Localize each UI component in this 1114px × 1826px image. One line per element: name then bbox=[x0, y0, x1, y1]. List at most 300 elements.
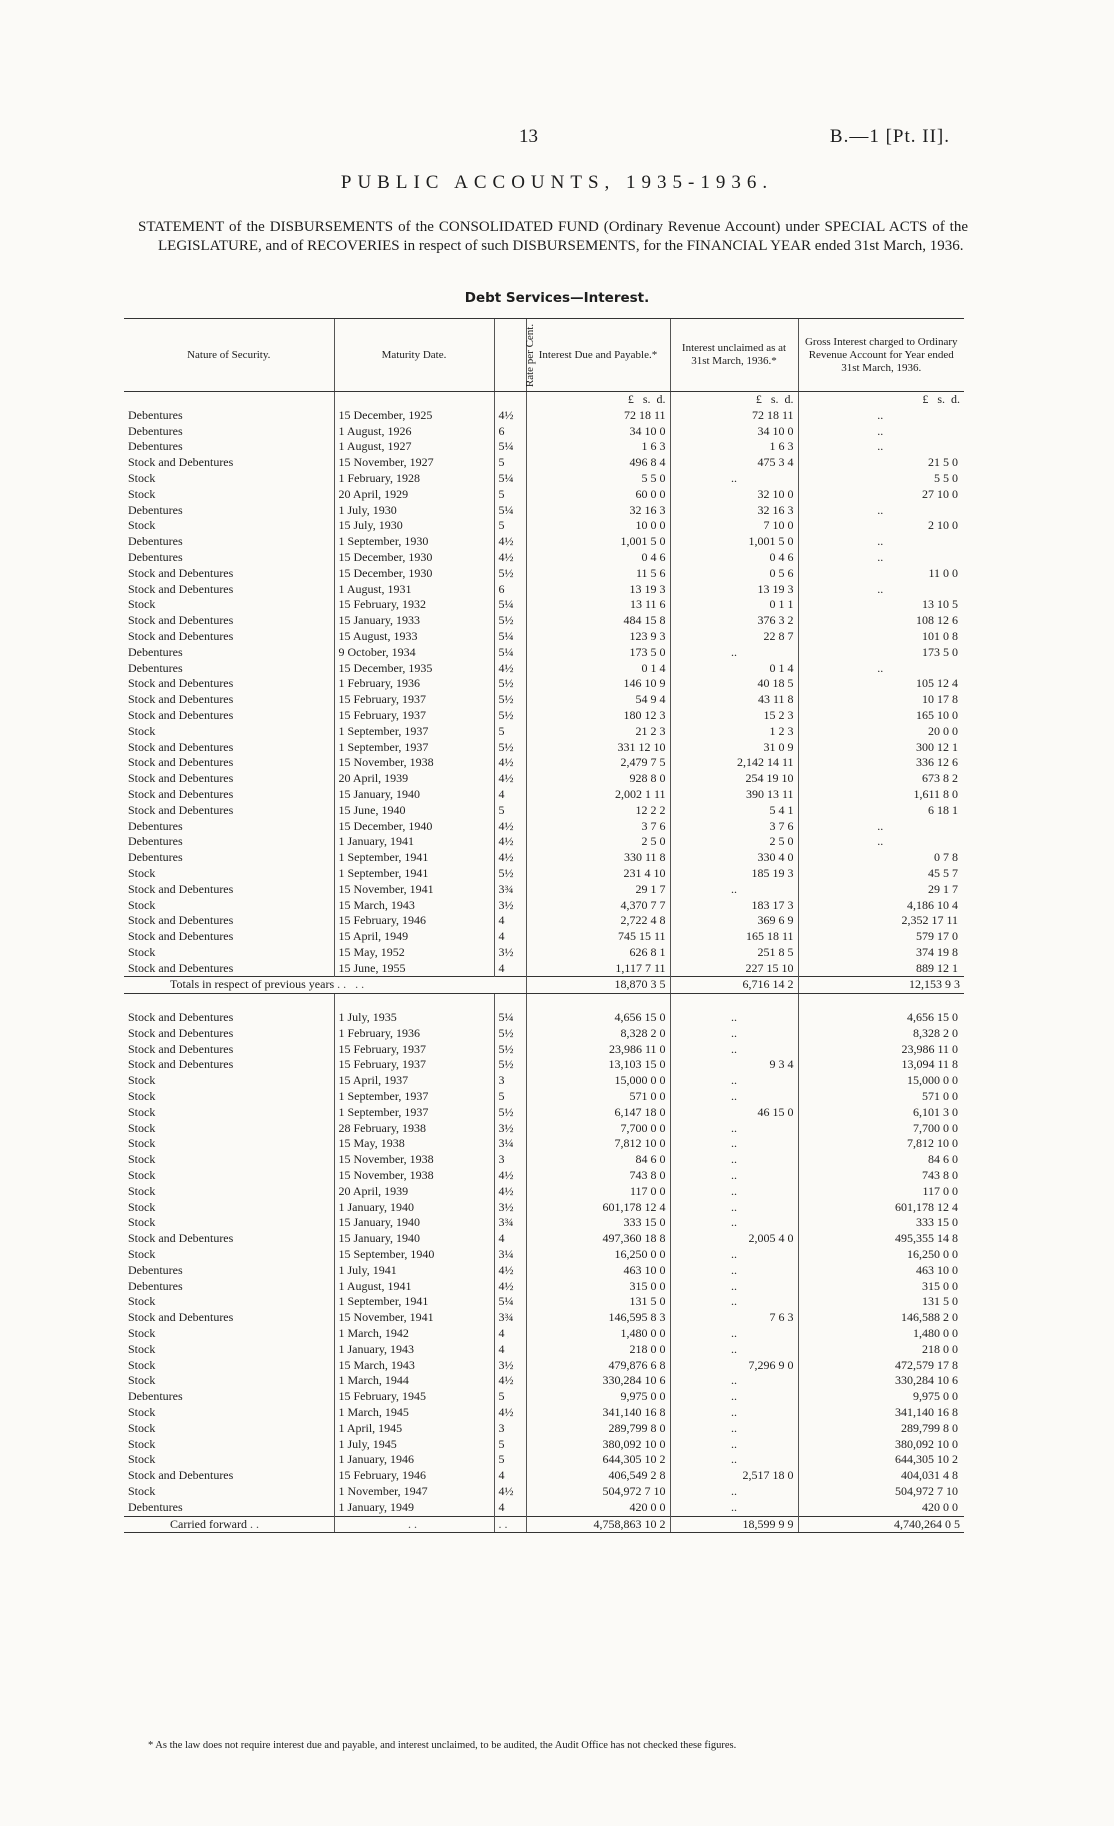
unclaimed-cell: .. bbox=[670, 1136, 798, 1152]
unclaimed-cell: 22 8 7 bbox=[670, 629, 798, 645]
security-cell: Stock and Debentures bbox=[128, 692, 234, 707]
due-cell: 8,328 2 0 bbox=[526, 1026, 670, 1042]
rate-cell: 4½ bbox=[494, 771, 526, 787]
gross-cell: 579 17 0 bbox=[798, 929, 964, 945]
due-cell: 504,972 7 10 bbox=[526, 1484, 670, 1500]
security-cell: Stock and Debentures bbox=[128, 565, 234, 580]
totals-previous-block bbox=[124, 977, 964, 1010]
due-cell: 231 4 10 bbox=[526, 866, 670, 882]
table-row bbox=[124, 1042, 964, 1058]
due-cell: 1 6 3 bbox=[526, 439, 670, 455]
carried-forward-row: Carried forward .. .. .. 4,758,863 10 2 18,599 9 9 4,740,264 0 5 bbox=[124, 1516, 964, 1533]
table-row bbox=[124, 1231, 964, 1247]
unclaimed-cell: 72 18 11 bbox=[670, 408, 798, 424]
rate-cell: 3¾ bbox=[494, 1310, 526, 1326]
maturity-cell: 15 February, 1937 bbox=[334, 1057, 494, 1073]
gross-cell: 105 12 4 bbox=[798, 676, 964, 692]
maturity-cell: 15 April, 1949 bbox=[334, 929, 494, 945]
gross-cell: 8,328 2 0 bbox=[798, 1026, 964, 1042]
security-cell: Stock and Debentures bbox=[128, 1025, 234, 1040]
table-row bbox=[124, 1373, 964, 1389]
security-cell: Stock and Debentures bbox=[128, 881, 234, 896]
maturity-cell: 1 July, 1935 bbox=[334, 1010, 494, 1026]
rate-cell: 3½ bbox=[494, 898, 526, 914]
rate-cell: 5¼ bbox=[494, 629, 526, 645]
maturity-cell: 15 February, 1946 bbox=[334, 1468, 494, 1484]
unclaimed-cell: .. bbox=[670, 1389, 798, 1405]
gross-cell: 1,611 8 0 bbox=[798, 787, 964, 803]
col-header-maturity: Maturity Date. bbox=[334, 319, 494, 392]
due-cell: 644,305 10 2 bbox=[526, 1452, 670, 1468]
unclaimed-cell: 34 10 0 bbox=[670, 424, 798, 440]
maturity-cell: 15 August, 1933 bbox=[334, 629, 494, 645]
gross-cell: 6 18 1 bbox=[798, 803, 964, 819]
gross-cell: 300 12 1 bbox=[798, 740, 964, 756]
gross-cell: .. bbox=[798, 661, 964, 677]
security-cell: Stock and Debentures bbox=[128, 1057, 234, 1072]
gross-cell: 889 12 1 bbox=[798, 961, 964, 977]
unclaimed-cell: 9 3 4 bbox=[670, 1057, 798, 1073]
gross-cell: 10 17 8 bbox=[798, 692, 964, 708]
rate-cell: 4 bbox=[494, 787, 526, 803]
spacer-row bbox=[124, 994, 964, 1010]
gross-cell: 472,579 17 8 bbox=[798, 1358, 964, 1374]
maturity-cell: 15 January, 1933 bbox=[334, 613, 494, 629]
security-cell: Debentures bbox=[128, 660, 183, 675]
due-cell: 16,250 0 0 bbox=[526, 1247, 670, 1263]
security-cell: Stock and Debentures bbox=[128, 707, 234, 722]
page-number: 13 bbox=[519, 126, 538, 147]
security-cell: Stock bbox=[128, 1168, 156, 1183]
due-cell: 5 5 0 bbox=[526, 471, 670, 487]
rate-cell: 5½ bbox=[494, 1105, 526, 1121]
unclaimed-cell: .. bbox=[670, 1373, 798, 1389]
unclaimed-cell: 369 6 9 bbox=[670, 913, 798, 929]
carried-forward-label: Carried forward .. bbox=[124, 1516, 334, 1533]
unclaimed-cell: .. bbox=[670, 1263, 798, 1279]
maturity-cell: 1 August, 1927 bbox=[334, 439, 494, 455]
gross-cell: 495,355 14 8 bbox=[798, 1231, 964, 1247]
unclaimed-cell: 183 17 3 bbox=[670, 898, 798, 914]
section-subtitle: Debt Services—Interest. bbox=[464, 290, 650, 306]
due-cell: 146 10 9 bbox=[526, 676, 670, 692]
gross-cell: 743 8 0 bbox=[798, 1168, 964, 1184]
unclaimed-cell: 7,296 9 0 bbox=[670, 1358, 798, 1374]
gross-cell: 333 15 0 bbox=[798, 1215, 964, 1231]
unclaimed-cell: 3 7 6 bbox=[670, 819, 798, 835]
col-header-rate-label: Rate per Cent. bbox=[523, 323, 536, 387]
maturity-cell: 15 November, 1941 bbox=[334, 882, 494, 898]
due-cell: 571 0 0 bbox=[526, 1089, 670, 1105]
rate-cell: 5 bbox=[494, 803, 526, 819]
col-header-due: Interest Due and Payable.* bbox=[526, 319, 670, 392]
maturity-cell: 15 February, 1937 bbox=[334, 1042, 494, 1058]
unclaimed-cell: .. bbox=[670, 1326, 798, 1342]
table-row bbox=[124, 1247, 964, 1263]
security-cell: Stock bbox=[128, 723, 156, 738]
maturity-cell: 1 January, 1946 bbox=[334, 1452, 494, 1468]
unclaimed-cell: 32 10 0 bbox=[670, 487, 798, 503]
table-row bbox=[124, 1326, 964, 1342]
gross-cell: 504,972 7 10 bbox=[798, 1484, 964, 1500]
due-cell: 289,799 8 0 bbox=[526, 1421, 670, 1437]
table-row bbox=[124, 771, 964, 787]
due-cell: 11 5 6 bbox=[526, 566, 670, 582]
security-cell: Stock and Debentures bbox=[128, 1231, 234, 1246]
gross-cell: .. bbox=[798, 550, 964, 566]
due-cell: 12 2 2 bbox=[526, 803, 670, 819]
rate-cell: 4½ bbox=[494, 534, 526, 550]
rate-cell: 3 bbox=[494, 1421, 526, 1437]
gross-cell: .. bbox=[798, 503, 964, 519]
carried-forward-block bbox=[124, 1516, 964, 1533]
unclaimed-cell: .. bbox=[670, 1026, 798, 1042]
table-row bbox=[124, 1010, 964, 1026]
statement-heading: STATEMENT of the DISBURSEMENTS of the CONSOLIDATED FUND (Ordinary Revenue Account) under SPECIAL ACTS of the LEGISLATURE, and of RECOVERIES in respect of such DISBURSEMENTS, for the FINANCIAL YEAR ended 31st March, 1936. bbox=[138, 219, 968, 254]
rate-cell: 4 bbox=[494, 1231, 526, 1247]
currency-unclaimed: £ s. d. bbox=[670, 392, 798, 408]
unclaimed-cell: 31 0 9 bbox=[670, 740, 798, 756]
unclaimed-cell: .. bbox=[670, 645, 798, 661]
gross-cell: 380,092 10 0 bbox=[798, 1437, 964, 1453]
gross-cell: .. bbox=[798, 582, 964, 598]
due-cell: 10 0 0 bbox=[526, 518, 670, 534]
col-header-nature: Nature of Security. bbox=[124, 319, 334, 392]
table-row bbox=[124, 1294, 964, 1310]
table-row bbox=[124, 1421, 964, 1437]
rate-cell: 3½ bbox=[494, 1200, 526, 1216]
gross-cell: 13,094 11 8 bbox=[798, 1057, 964, 1073]
gross-cell: 2 10 0 bbox=[798, 518, 964, 534]
security-cell: Debentures bbox=[128, 502, 183, 517]
unclaimed-cell: 1 6 3 bbox=[670, 439, 798, 455]
gross-cell: 1,480 0 0 bbox=[798, 1326, 964, 1342]
table-row bbox=[124, 1136, 964, 1152]
due-cell: 0 4 6 bbox=[526, 550, 670, 566]
maturity-cell: 1 March, 1942 bbox=[334, 1326, 494, 1342]
gross-cell: .. bbox=[798, 424, 964, 440]
maturity-cell: 15 February, 1937 bbox=[334, 692, 494, 708]
currency-due: £ s. d. bbox=[526, 392, 670, 408]
security-cell: Debentures bbox=[128, 1389, 183, 1404]
unclaimed-cell: 2,517 18 0 bbox=[670, 1468, 798, 1484]
maturity-cell: 1 September, 1930 bbox=[334, 534, 494, 550]
table-row bbox=[124, 1500, 964, 1516]
rate-cell: 5¼ bbox=[494, 1294, 526, 1310]
maturity-cell: 1 September, 1941 bbox=[334, 866, 494, 882]
table-row bbox=[124, 1279, 964, 1295]
maturity-cell: 15 November, 1938 bbox=[334, 1152, 494, 1168]
due-cell: 743 8 0 bbox=[526, 1168, 670, 1184]
due-cell: 496 8 4 bbox=[526, 455, 670, 471]
unclaimed-cell: 32 16 3 bbox=[670, 503, 798, 519]
due-cell: 1,117 7 11 bbox=[526, 961, 670, 977]
maturity-cell: 15 February, 1946 bbox=[334, 913, 494, 929]
security-cell: Stock bbox=[128, 1326, 156, 1341]
due-cell: 2,002 1 11 bbox=[526, 787, 670, 803]
rate-cell: 5¼ bbox=[494, 597, 526, 613]
table-row bbox=[124, 1215, 964, 1231]
due-cell: 479,876 6 8 bbox=[526, 1358, 670, 1374]
table-row bbox=[124, 1437, 964, 1453]
due-cell: 1,480 0 0 bbox=[526, 1326, 670, 1342]
maturity-cell: 15 June, 1955 bbox=[334, 961, 494, 977]
due-cell: 4,370 7 7 bbox=[526, 898, 670, 914]
maturity-cell: 15 December, 1930 bbox=[334, 550, 494, 566]
maturity-cell: 1 April, 1945 bbox=[334, 1421, 494, 1437]
due-cell: 331 12 10 bbox=[526, 740, 670, 756]
security-cell: Stock bbox=[128, 1073, 156, 1088]
maturity-cell: 1 January, 1941 bbox=[334, 834, 494, 850]
due-cell: 380,092 10 0 bbox=[526, 1437, 670, 1453]
security-cell: Stock bbox=[128, 897, 156, 912]
security-cell: Stock bbox=[128, 1089, 156, 1104]
table-row bbox=[124, 1310, 964, 1326]
table-row bbox=[124, 503, 964, 519]
security-cell: Debentures bbox=[128, 1499, 183, 1514]
maturity-cell: 1 July, 1930 bbox=[334, 503, 494, 519]
table-row bbox=[124, 708, 964, 724]
gross-cell: .. bbox=[798, 834, 964, 850]
maturity-cell: 20 April, 1939 bbox=[334, 771, 494, 787]
security-cell: Debentures bbox=[128, 818, 183, 833]
col-header-unclaimed: Interest unclaimed as at 31st March, 1936.* bbox=[670, 319, 798, 392]
gross-cell: 5 5 0 bbox=[798, 471, 964, 487]
rate-cell: 5½ bbox=[494, 1057, 526, 1073]
rate-cell: 4½ bbox=[494, 850, 526, 866]
rate-cell: 6 bbox=[494, 582, 526, 598]
maturity-cell: 1 March, 1945 bbox=[334, 1405, 494, 1421]
due-cell: 3 7 6 bbox=[526, 819, 670, 835]
gross-cell: 117 0 0 bbox=[798, 1184, 964, 1200]
rate-cell: 5½ bbox=[494, 566, 526, 582]
unclaimed-cell: 0 1 4 bbox=[670, 661, 798, 677]
rate-cell: 5 bbox=[494, 1437, 526, 1453]
due-cell: 131 5 0 bbox=[526, 1294, 670, 1310]
rate-cell: 5½ bbox=[494, 1026, 526, 1042]
gross-cell: 6,101 3 0 bbox=[798, 1105, 964, 1121]
gross-cell: 4,656 15 0 bbox=[798, 1010, 964, 1026]
due-cell: 146,595 8 3 bbox=[526, 1310, 670, 1326]
table-row bbox=[124, 1405, 964, 1421]
gross-cell: 9,975 0 0 bbox=[798, 1389, 964, 1405]
security-cell: Stock bbox=[128, 1215, 156, 1230]
security-cell: Stock and Debentures bbox=[128, 581, 234, 596]
due-cell: 315 0 0 bbox=[526, 1279, 670, 1295]
table-row bbox=[124, 803, 964, 819]
table-row bbox=[124, 408, 964, 424]
security-cell: Stock bbox=[128, 1483, 156, 1498]
due-cell: 406,549 2 8 bbox=[526, 1468, 670, 1484]
totals-previous-row bbox=[124, 977, 964, 994]
rate-cell: 3¼ bbox=[494, 1247, 526, 1263]
security-cell: Stock bbox=[128, 1152, 156, 1167]
gross-cell: 108 12 6 bbox=[798, 613, 964, 629]
gross-cell: .. bbox=[798, 819, 964, 835]
security-cell: Stock bbox=[128, 1294, 156, 1309]
unclaimed-cell: .. bbox=[670, 1200, 798, 1216]
unclaimed-cell: .. bbox=[670, 882, 798, 898]
security-cell: Debentures bbox=[128, 850, 183, 865]
table-row bbox=[124, 629, 964, 645]
security-cell: Stock and Debentures bbox=[128, 1041, 234, 1056]
rate-cell: 5½ bbox=[494, 708, 526, 724]
gross-cell: 84 6 0 bbox=[798, 1152, 964, 1168]
gross-cell: .. bbox=[798, 408, 964, 424]
gross-cell: .. bbox=[798, 439, 964, 455]
maturity-cell: 28 February, 1938 bbox=[334, 1121, 494, 1137]
table-row bbox=[124, 1026, 964, 1042]
table-row bbox=[124, 850, 964, 866]
due-cell: 626 8 1 bbox=[526, 945, 670, 961]
gross-cell: 571 0 0 bbox=[798, 1089, 964, 1105]
due-cell: 13 11 6 bbox=[526, 597, 670, 613]
totals-previous-label: Totals in respect of previous years .. .. bbox=[124, 977, 526, 994]
maturity-cell: 1 September, 1937 bbox=[334, 1089, 494, 1105]
unclaimed-cell: .. bbox=[670, 1042, 798, 1058]
maturity-cell: 1 July, 1945 bbox=[334, 1437, 494, 1453]
table-row bbox=[124, 1358, 964, 1374]
maturity-cell: 15 September, 1940 bbox=[334, 1247, 494, 1263]
due-cell: 180 12 3 bbox=[526, 708, 670, 724]
security-cell: Stock and Debentures bbox=[128, 913, 234, 928]
due-cell: 13,103 15 0 bbox=[526, 1057, 670, 1073]
gross-cell: 330,284 10 6 bbox=[798, 1373, 964, 1389]
gross-cell: 4,186 10 4 bbox=[798, 898, 964, 914]
rate-cell: 4½ bbox=[494, 661, 526, 677]
unclaimed-cell: .. bbox=[670, 1279, 798, 1295]
security-cell: Stock bbox=[128, 597, 156, 612]
rate-cell: 5 bbox=[494, 1389, 526, 1405]
gross-cell: 131 5 0 bbox=[798, 1294, 964, 1310]
due-cell: 341,140 16 8 bbox=[526, 1405, 670, 1421]
maturity-cell: 15 January, 1940 bbox=[334, 787, 494, 803]
maturity-cell: 15 December, 1925 bbox=[334, 408, 494, 424]
unclaimed-cell: .. bbox=[670, 1342, 798, 1358]
due-cell: 7,700 0 0 bbox=[526, 1121, 670, 1137]
rate-cell: 3¾ bbox=[494, 882, 526, 898]
gross-cell: 341,140 16 8 bbox=[798, 1405, 964, 1421]
due-cell: 123 9 3 bbox=[526, 629, 670, 645]
table-row bbox=[124, 755, 964, 771]
security-cell: Debentures bbox=[128, 534, 183, 549]
gross-cell: 13 10 5 bbox=[798, 597, 964, 613]
maturity-cell: 15 March, 1943 bbox=[334, 898, 494, 914]
table-row bbox=[124, 1152, 964, 1168]
table-row bbox=[124, 518, 964, 534]
rate-cell: 5¼ bbox=[494, 471, 526, 487]
maturity-cell: 15 May, 1938 bbox=[334, 1136, 494, 1152]
unclaimed-cell: .. bbox=[670, 1168, 798, 1184]
maturity-cell: 1 March, 1944 bbox=[334, 1373, 494, 1389]
table-row bbox=[124, 534, 964, 550]
maturity-cell: 15 November, 1938 bbox=[334, 1168, 494, 1184]
col-header-gross: Gross Interest charged to Ordinary Revenue Account for Year ended 31st March, 1936. bbox=[798, 319, 964, 392]
unclaimed-cell: .. bbox=[670, 1421, 798, 1437]
unclaimed-cell: 390 13 11 bbox=[670, 787, 798, 803]
maturity-cell: 20 April, 1929 bbox=[334, 487, 494, 503]
maturity-cell: 1 July, 1941 bbox=[334, 1263, 494, 1279]
unclaimed-cell: 227 15 10 bbox=[670, 961, 798, 977]
table-row bbox=[124, 898, 964, 914]
maturity-cell: 15 February, 1945 bbox=[334, 1389, 494, 1405]
unclaimed-cell: .. bbox=[670, 1247, 798, 1263]
unclaimed-cell: .. bbox=[670, 1010, 798, 1026]
security-cell: Debentures bbox=[128, 834, 183, 849]
rate-cell: 3½ bbox=[494, 1358, 526, 1374]
table-row bbox=[124, 1089, 964, 1105]
security-cell: Stock bbox=[128, 1436, 156, 1451]
unclaimed-cell: 254 19 10 bbox=[670, 771, 798, 787]
interest-table bbox=[124, 318, 964, 1533]
security-cell: Stock and Debentures bbox=[128, 755, 234, 770]
gross-cell: 336 12 6 bbox=[798, 755, 964, 771]
table-row bbox=[124, 1200, 964, 1216]
gross-cell: 27 10 0 bbox=[798, 487, 964, 503]
due-cell: 15,000 0 0 bbox=[526, 1073, 670, 1089]
maturity-cell: 20 April, 1939 bbox=[334, 1184, 494, 1200]
gross-cell: 218 0 0 bbox=[798, 1342, 964, 1358]
table-row bbox=[124, 566, 964, 582]
rate-cell: 4½ bbox=[494, 1168, 526, 1184]
security-cell: Stock bbox=[128, 470, 156, 485]
gross-cell: 45 5 7 bbox=[798, 866, 964, 882]
due-cell: 484 15 8 bbox=[526, 613, 670, 629]
currency-row bbox=[124, 392, 964, 408]
maturity-cell: 1 September, 1937 bbox=[334, 724, 494, 740]
unclaimed-cell: 376 3 2 bbox=[670, 613, 798, 629]
security-cell: Stock and Debentures bbox=[128, 786, 234, 801]
gross-cell: 101 0 8 bbox=[798, 629, 964, 645]
rate-cell: 4 bbox=[494, 1500, 526, 1516]
table-row bbox=[124, 1121, 964, 1137]
footnote: * As the law does not require interest due and payable, and interest unclaimed, to be audited, the Audit Office has not checked these figures. bbox=[148, 1740, 737, 1751]
due-cell: 745 15 11 bbox=[526, 929, 670, 945]
due-cell: 218 0 0 bbox=[526, 1342, 670, 1358]
table-row bbox=[124, 882, 964, 898]
gross-cell: 7,700 0 0 bbox=[798, 1121, 964, 1137]
due-cell: 60 0 0 bbox=[526, 487, 670, 503]
table-row bbox=[124, 455, 964, 471]
rate-cell: 3 bbox=[494, 1152, 526, 1168]
table-row bbox=[124, 866, 964, 882]
maturity-cell: 9 October, 1934 bbox=[334, 645, 494, 661]
unclaimed-cell: 15 2 3 bbox=[670, 708, 798, 724]
gross-cell: 16,250 0 0 bbox=[798, 1247, 964, 1263]
unclaimed-cell: 2 5 0 bbox=[670, 834, 798, 850]
security-cell: Stock and Debentures bbox=[128, 628, 234, 643]
maturity-cell: 1 September, 1941 bbox=[334, 1294, 494, 1310]
rate-cell: 5½ bbox=[494, 692, 526, 708]
unclaimed-cell: 475 3 4 bbox=[670, 455, 798, 471]
table-row bbox=[124, 645, 964, 661]
security-cell: Stock and Debentures bbox=[128, 613, 234, 628]
due-cell: 2,722 4 8 bbox=[526, 913, 670, 929]
rate-cell: 3½ bbox=[494, 945, 526, 961]
table-row bbox=[124, 1105, 964, 1121]
due-cell: 84 6 0 bbox=[526, 1152, 670, 1168]
rate-cell: 5¼ bbox=[494, 645, 526, 661]
security-cell: Stock and Debentures bbox=[128, 455, 234, 470]
rate-cell: 5½ bbox=[494, 866, 526, 882]
table-row bbox=[124, 724, 964, 740]
rate-cell: 4½ bbox=[494, 1263, 526, 1279]
due-cell: 0 1 4 bbox=[526, 661, 670, 677]
page-title: PUBLIC ACCOUNTS, 1935-1936. bbox=[340, 172, 774, 193]
gross-cell: 11 0 0 bbox=[798, 566, 964, 582]
maturity-cell: 1 January, 1943 bbox=[334, 1342, 494, 1358]
gross-cell: 29 1 7 bbox=[798, 882, 964, 898]
